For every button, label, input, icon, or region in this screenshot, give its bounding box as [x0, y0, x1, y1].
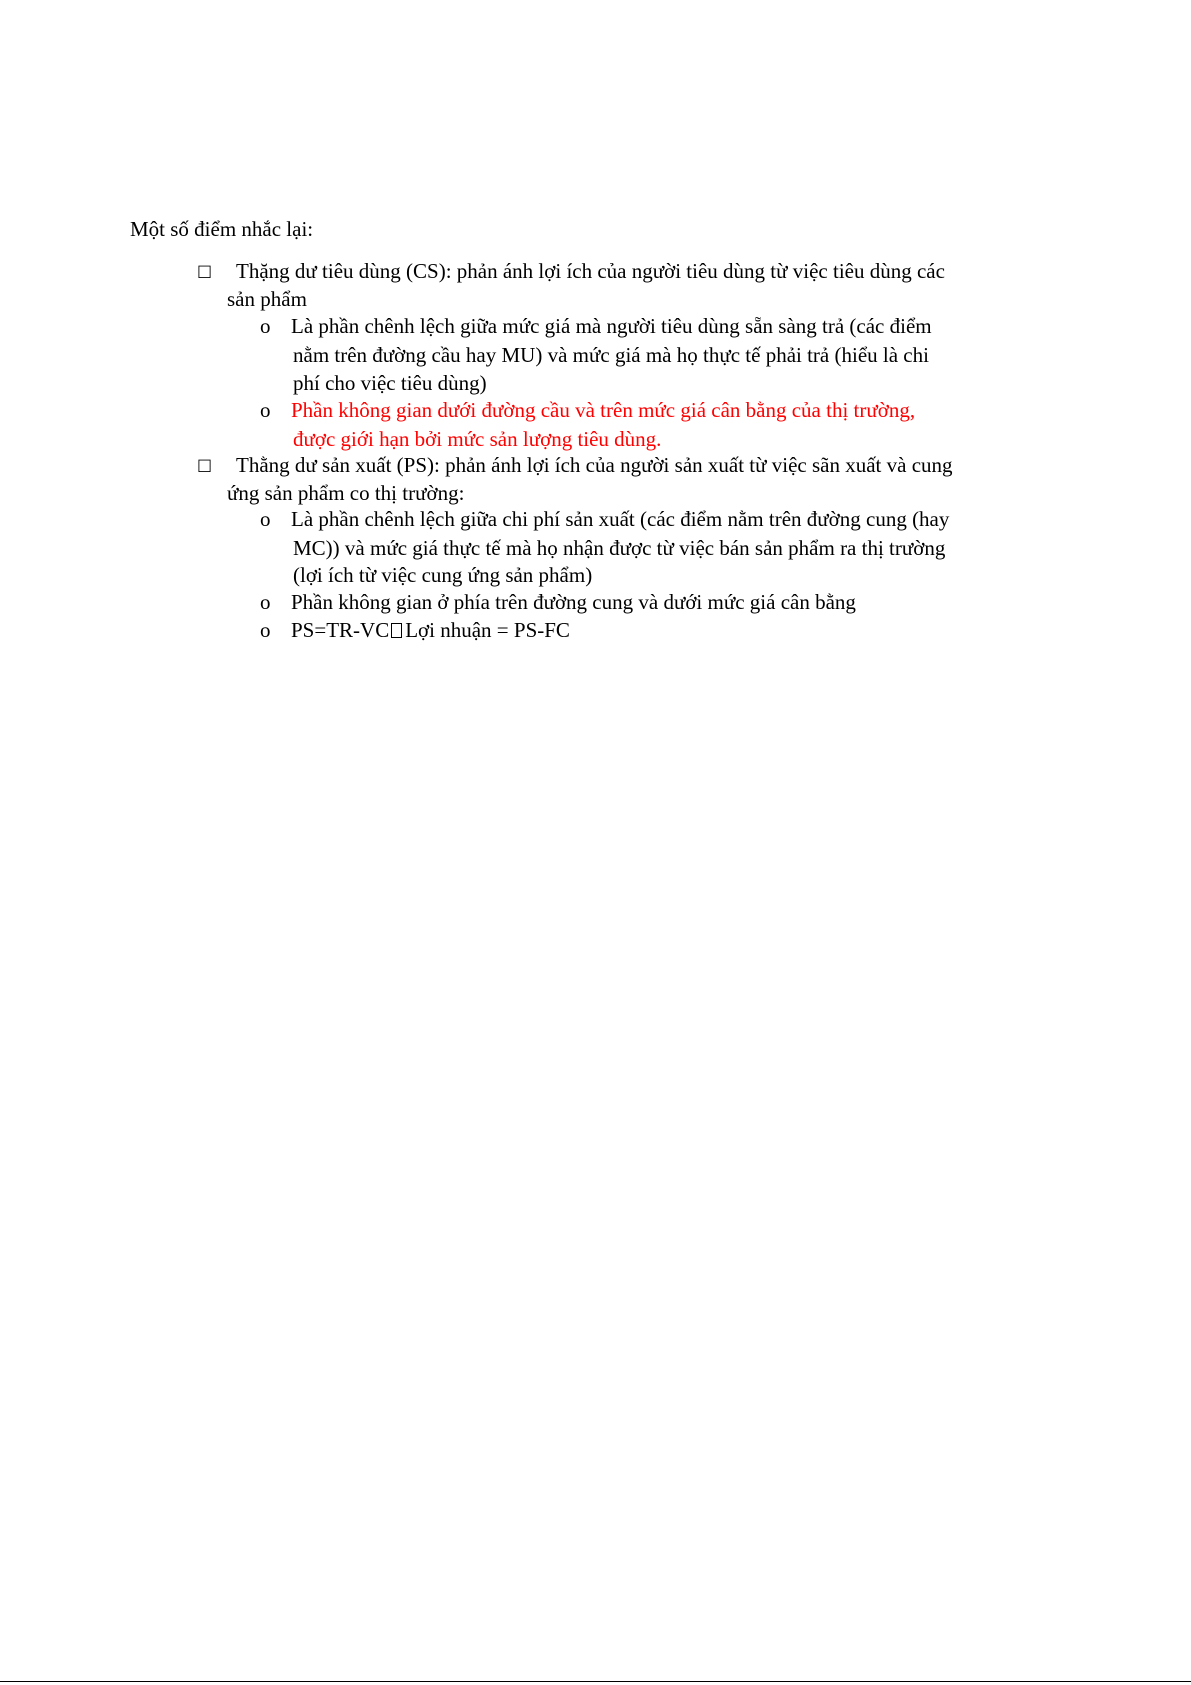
sub-bullet-o: o: [260, 314, 271, 338]
sub-bullet-o: o: [260, 590, 271, 614]
ps-sub1-line-3: (lợi ích từ việc cung ứng sản phẩm): [293, 563, 593, 587]
ps-line-1: Thằng dư sản xuất (PS): phản ánh lợi ích của người sản xuất từ việc sãn xuất và cung: [236, 453, 953, 477]
cs-line-1: Thặng dư tiêu dùng (CS): phản ánh lợi ích của người tiêu dùng từ việc tiêu dùng các: [236, 259, 945, 283]
cs-sub1-line-1: Là phần chênh lệch giữa mức giá mà người tiêu dùng sẵn sàng trả (các điểm: [291, 314, 932, 338]
cs-sub1-line-2: nằm trên đường cầu hay MU) và mức giá mà họ thực tế phải trả (hiểu là chi: [293, 343, 929, 367]
ps-formula: PS=TR-VC: [291, 618, 390, 642]
sub-bullet-o: o: [260, 507, 271, 531]
arrow-icon: [391, 623, 402, 638]
cs-sub1-line-3: phí cho việc tiêu dùng): [293, 371, 487, 395]
cs-line-2: sản phẩm: [227, 287, 307, 311]
ps-sub3-line: [291, 617, 570, 643]
profit-formula: Lợi nhuận = PS-FC: [405, 618, 570, 642]
ps-sub1-line-2: MC)) và mức giá thực tế mà họ nhận được từ việc bán sản phẩm ra thị trường: [293, 536, 946, 560]
heading: Một số điểm nhắc lại:: [130, 217, 314, 241]
bullet-square-icon: □: [197, 455, 213, 474]
ps-sub1-line-1: Là phần chênh lệch giữa chi phí sản xuất (các điểm nằm trên đường cung (hay: [291, 507, 950, 531]
footer-mark: [590, 1681, 710, 1685]
bullet-square-icon: □: [197, 261, 213, 280]
cs-sub2-line-2: được giới hạn bởi mức sản lượng tiêu dùng.: [293, 427, 662, 451]
ps-line-2: ứng sản phẩm co thị trường:: [227, 481, 465, 505]
cs-sub2-line-1: Phần không gian dưới đường cầu và trên mức giá cân bằng của thị trường,: [291, 398, 916, 422]
sub-bullet-o: o: [260, 398, 271, 422]
sub-bullet-o: o: [260, 618, 271, 642]
ps-sub2-line-1: Phần không gian ở phía trên đường cung và dưới mức giá cân bằng: [291, 590, 856, 614]
